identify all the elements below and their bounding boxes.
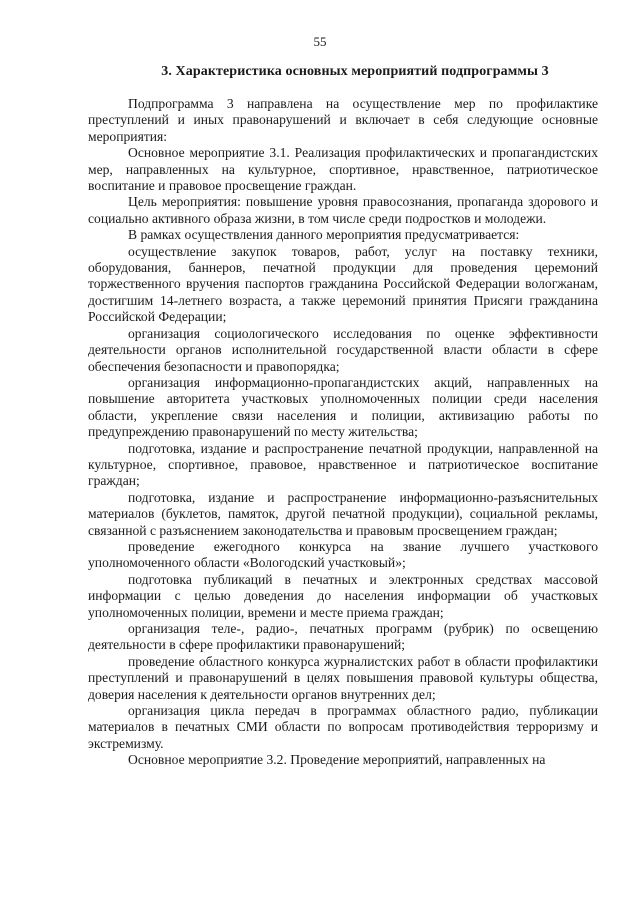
paragraph: подготовка публикаций в печатных и электронных средствах массовой информации с целью доведения до населения информации об участковых уполномоченных полиции, времени и месте приема граждан; <box>88 571 598 620</box>
paragraph: проведение ежегодного конкурса на звание лучшего участкового уполномоченного области «Вологодский участковый»; <box>88 538 598 571</box>
paragraph: Основное мероприятие 3.2. Проведение мероприятий, направленных на <box>128 752 546 768</box>
paragraph: организация теле-, радио-, печатных программ (рубрик) по освещению деятельности в сфере профилактики правонарушений; <box>88 621 598 653</box>
section-heading: 3. Характеристика основных мероприятий подпрограммы 3 <box>161 64 549 79</box>
paragraph: организация цикла передач в программах областного радио, публикации материалов в печатных СМИ области по вопросам противодействия терроризму и экстремизму. <box>88 703 598 751</box>
paragraph: подготовка, издание и распространение печатной продукции, направленной на культурное, спортивное, правовое, нравственное и патриотическое воспитание граждан; <box>88 440 598 489</box>
paragraph: В рамках осуществления данного мероприятия предусматривается: <box>128 227 520 243</box>
paragraph: осуществление закупок товаров, работ, услуг на поставку техники, оборудования, баннеров, печатной продукции для проведения церемоний торжественного вручения паспортов гражданина Российской Федерации вологжанам, достигшим 14-летнего возраста, а также церемоний принятия Присяги гражданина Российской Федерации; <box>88 243 598 325</box>
paragraph: Цель мероприятия: повышение уровня правосознания, пропаганда здорового и социально активного образа жизни, в том числе среди подростков и молодежи. <box>88 194 598 226</box>
paragraph: организация информационно-пропагандистских акций, направленных на повышение авторитета участковых уполномоченных полиции среди населения области, укрепление связи населения и полиции, активизацию работы по предупреждению правонарушений по месту жительства; <box>88 374 598 440</box>
body-text <box>88 96 598 769</box>
paragraph: Подпрограмма 3 направлена на осуществление мер по профилактике преступлений и иных правонарушений и включает в себя следующие основные мероприятия: <box>88 96 598 144</box>
paragraph: проведение областного конкурса журналистских работ в области профилактики преступлений и правонарушений в целях повышения правовой культуры общества, доверия населения к деятельности органов внутренних дел; <box>88 653 598 702</box>
page-number: 55 <box>313 34 327 49</box>
paragraph: подготовка, издание и распространение информационно-разъяснительных материалов (буклетов, памяток, другой печатной продукции), социальной рекламы, связанной с разъяснением законодательства и правовым просвещением граждан; <box>88 489 598 538</box>
paragraph: организация социологического исследования по оценке эффективности деятельности органов исполнительной государственной власти области в сфере обеспечения безопасности и правопорядка; <box>88 325 598 374</box>
paragraph: Основное мероприятие 3.1. Реализация профилактических и пропагандистских мер, направленных на культурное, спортивное, нравственное, патриотическое воспитание и правовое просвещение граждан. <box>88 145 598 194</box>
